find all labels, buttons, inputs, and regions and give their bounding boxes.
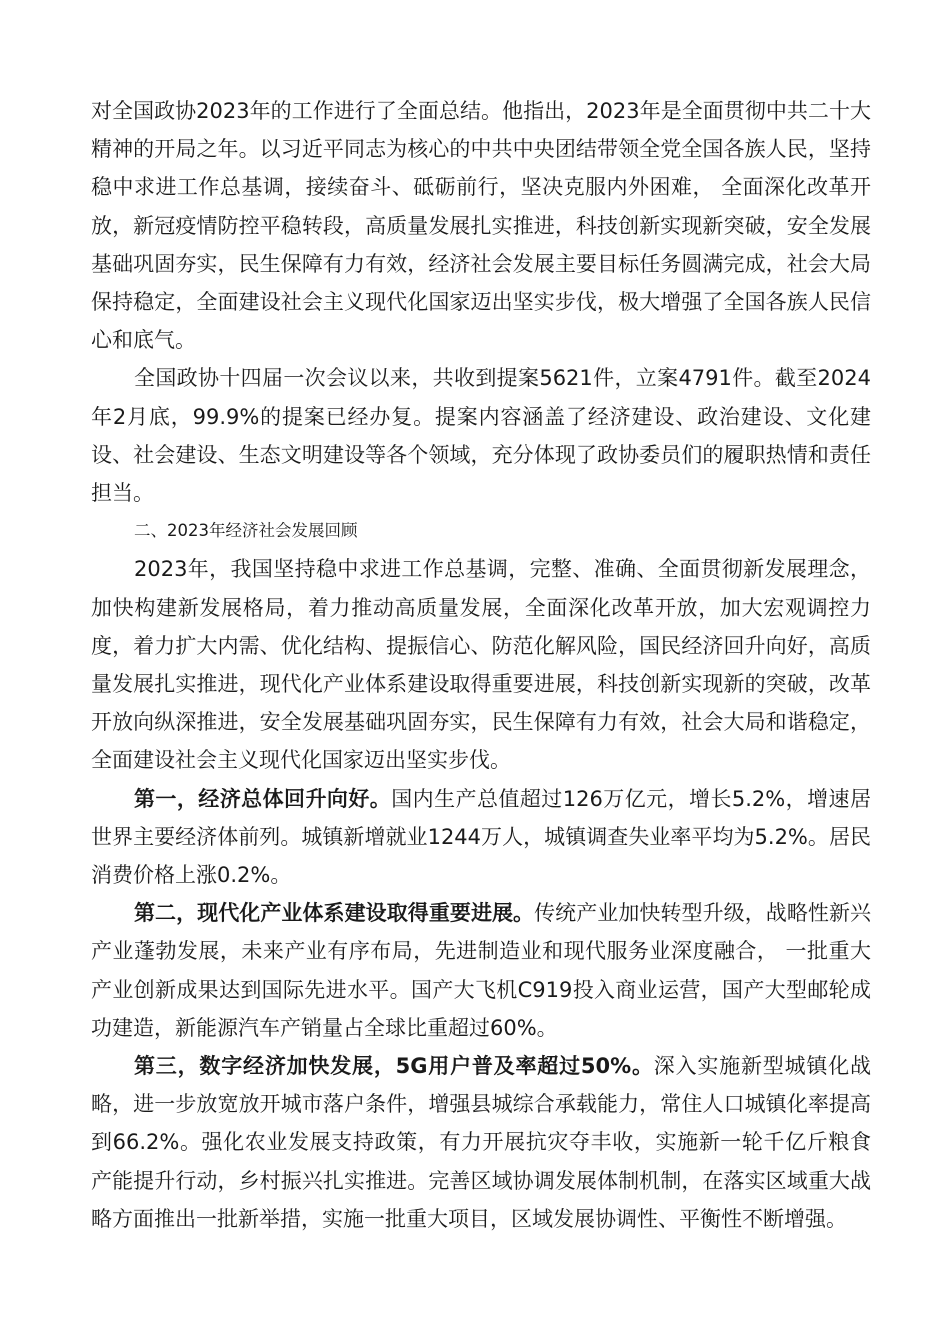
point-economy-lead: 第一，经济总体回升向好。 [134, 786, 392, 811]
point-economy [91, 780, 871, 895]
document-body [91, 92, 871, 1238]
point-digital-economy-body: 深入实施新型城镇化战略，进一步放宽放开城市落户条件，增强县城综合承载能力，常住人口城镇化率提高到66.2%。强化农业发展支持政策，有力开展抗灾夺丰收，实施新一轮千亿斤粮食产能提升行动，乡村振兴扎实推进。完善区域协调发展体制机制，在落实区域重大战略方面推出一批新举措，实施一批重大项目，区域发展协调性、平衡性不断增强。 [91, 1054, 871, 1231]
point-industry-body: 传统产业加快转型升级，战略性新兴产业蓬勃发展，未来产业有序布局，先进制造业和现代服务业深度融合， 一批重大产业创新成果达到国际先进水平。国产大飞机C919投入商业运营，国产大型邮轮成功建造，新能源汽车产销量占全球比重超过60%。 [91, 901, 872, 1040]
point-industry-lead: 第二，现代化产业体系建设取得重要进展。 [134, 901, 535, 926]
paragraph-proposals: 全国政协十四届一次会议以来，共收到提案5621件，立案4791件。截至2024 年2月底，99.9%的提案已经办复。提案内容涵盖了经济建设、政治建设、文化建设、社会建设、生态文明建设等各个领域，充分体现了政协委员们的履职热情和责任担当。 [91, 366, 871, 506]
section-heading: 二、2023年经济社会发展回顾 [134, 521, 358, 541]
paragraph-2023-overview: 2023年，我国坚持稳中求进工作总基调，完整、准确、全面贯彻新发展理念，加快构建新发展格局，着力推动高质量发展，全面深化改革开放，加大宏观调控力度，着力扩大内需、优化结构、提振信心、防范化解风险，国民经济回升向好，高质量发展扎实推进，现代化产业体系建设取得重要进展，科技创新实现新的突破，改革开放向纵深推进，安全发展基础巩固夯实，民生保障有力有效，社会大局和谐稳定，全面建设社会主义现代化国家迈出坚实步伐。 [91, 557, 871, 773]
paragraph-cppcc-summary: 对全国政协2023年的工作进行了全面总结。他指出，2023年是全面贯彻中共二十大精神的开局之年。以习近平同志为核心的中共中央团结带领全党全国各族人民，坚持稳中求进工作总基调，接续奋斗、砥砺前行，坚决克服内外困难， 全面深化改革开放，新冠疫情防控平稳转段，高质量发展扎实推进，科技创新实现新突破，安全发展基础巩固夯实，民生保障有力有效，经济社会发展主要目标任务圆满完成，社会大局保持稳定，全面建设社会主义现代化国家迈出坚实步伐，极大增强了全国各族人民信心和底气。 [91, 99, 871, 353]
point-digital-economy-lead: 第三，数字经济加快发展，5G用户普及率超过50%。 [134, 1054, 654, 1079]
point-digital-economy [91, 1047, 871, 1238]
point-economy-body: 国内生产总值超过126万亿元，增长5.2%，增速居世界主要经济体前列。城镇新增就业1244万人，城镇调查失业率平均为5.2%。居民消费价格上涨0.2%。 [91, 786, 871, 888]
point-industry [91, 894, 871, 1047]
